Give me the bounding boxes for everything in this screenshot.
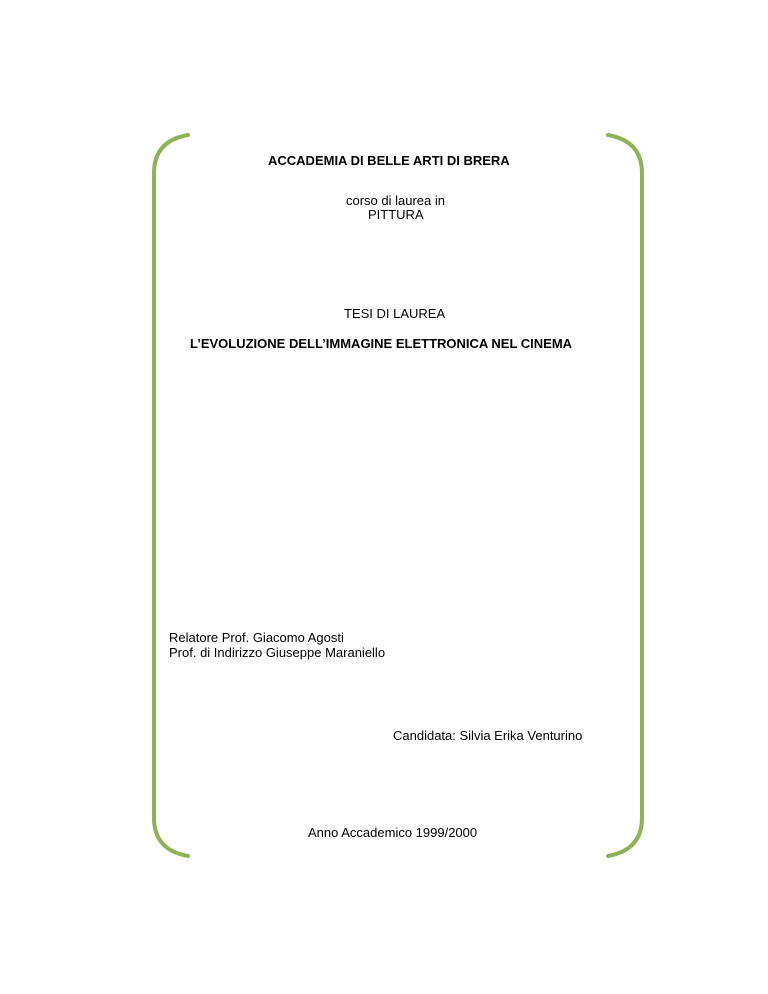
indirizzo-line: Prof. di Indirizzo Giuseppe Maraniello	[169, 645, 386, 660]
left-bracket-decoration	[146, 133, 196, 858]
academic-year: Anno Accademico 1999/2000	[308, 825, 478, 840]
course-of-study: corso di laurea in	[346, 193, 445, 208]
right-bracket-path	[608, 135, 642, 856]
institution-heading: ACCADEMIA DI BELLE ARTI DI BRERA	[268, 153, 510, 168]
right-bracket-decoration	[600, 133, 650, 858]
candidate-line: Candidata: Silvia Erika Venturino	[393, 728, 583, 743]
left-bracket-path	[154, 135, 188, 856]
relatore-line: Relatore Prof. Giacomo Agosti	[169, 630, 344, 645]
thesis-label: TESI DI LAUREA	[344, 306, 446, 321]
course-subject: PITTURA	[368, 207, 424, 222]
thesis-title: L’EVOLUZIONE DELL’IMMAGINE ELETTRONICA NEL CINEMA	[190, 336, 573, 351]
